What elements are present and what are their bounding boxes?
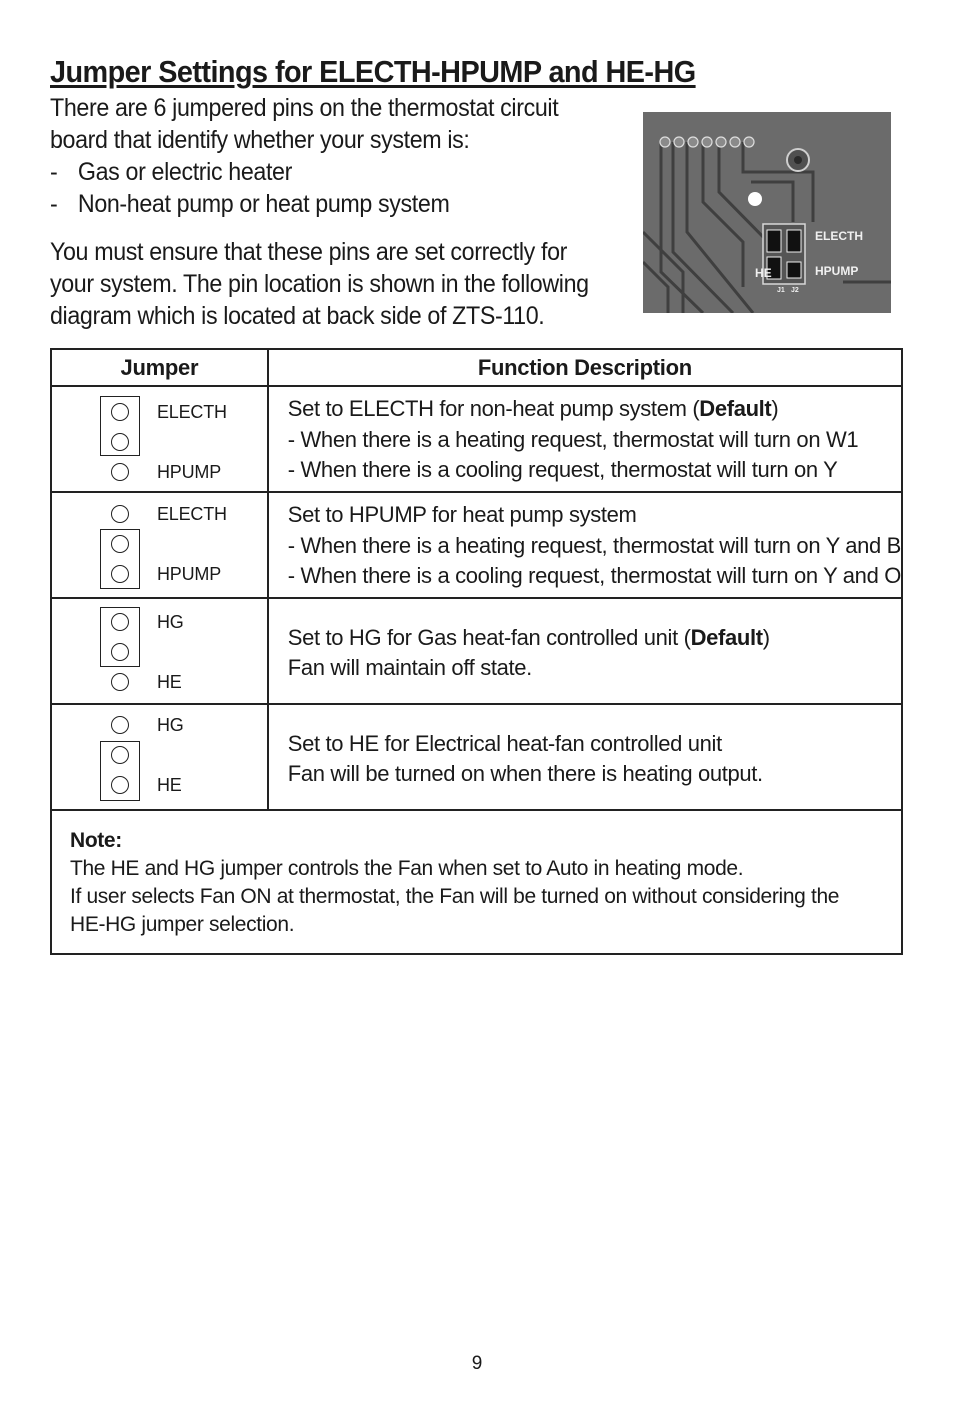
jumper-diagram [52,705,267,809]
function-description [268,492,902,598]
jumper-cell [51,598,268,704]
jumper-cell [51,492,268,598]
photo-label-j1: J1 [777,287,785,294]
description-line: - When there is a heating request, thermostat will turn on W1 [287,426,859,452]
description-line: - When there is a heating request, thermostat will turn on Y and B [287,532,901,558]
note-cell [51,810,902,954]
description-line: Set to HPUMP for heat pump system [287,502,637,527]
pin-label-top: HG [157,715,184,735]
bullet-item [50,156,608,188]
pin [111,403,129,421]
pin-label-top: HG [157,612,184,632]
note-line: The HE and HG jumper controls the Fan when set to Auto in heating mode. [70,857,744,880]
column-header-jumper: Jumper [51,349,268,386]
jumper-cell [51,704,268,810]
description-line: Set to HE for Electrical heat-fan controlled unit [287,730,722,756]
function-description [268,704,902,810]
intro-line: You must ensure that these pins are set correctly for [50,238,568,266]
note-row [51,810,902,954]
pin [111,433,129,451]
intro-line: your system. The pin location is shown in the following [50,270,589,298]
circuit-board-photo [643,112,891,313]
table-row [51,704,902,810]
jumper-diagram [52,599,267,703]
note-title: Note: [70,829,122,852]
note-line: If user selects Fan ON at thermostat, the Fan will be turned on without considering the [70,885,840,908]
jumper-diagram [52,387,267,491]
pin-label-bottom: HE [157,775,182,795]
description-line: - When there is a cooling request, thermostat will turn on Y [287,457,838,482]
pin [111,505,129,523]
note-line: HE-HG jumper selection. [70,913,295,936]
bullet-text: Non-heat pump or heat pump system [77,190,450,218]
pin-label-bottom: HPUMP [157,564,222,584]
table-row [51,386,902,492]
pin [111,746,129,764]
description-line: Set to HG for Gas heat-fan controlled unit (Default) [287,624,770,650]
pin [111,613,129,631]
table-header-row [51,349,902,386]
pin [111,776,129,794]
photo-label-hpump: HPUMP [815,264,859,278]
pin-label-bottom: HE [157,672,182,692]
pin [111,716,129,734]
jumper-cell [51,386,268,492]
bullet-text: Gas or electric heater [77,158,292,186]
description-line: Set to ELECTH for non-heat pump system (Default) [287,396,779,421]
page-title: Jumper Settings for ELECTH-HPUMP and HE-HG [50,54,696,89]
table-row [51,598,902,704]
pin-label-top: ELECTH [157,402,227,422]
pin-label-top: ELECTH [157,504,227,524]
jumper-table [50,348,903,955]
intro-line: board that identify whether your system is: [50,126,470,154]
column-header-function: Function Description [268,349,902,386]
description-line: - When there is a cooling request, thermostat will turn on Y and O [287,563,901,588]
bullet-marker: - [50,158,58,186]
intro-text [50,92,608,332]
page-number: 9 [471,1353,483,1374]
function-description [268,386,902,492]
bullet-item [50,188,608,220]
table-row [51,492,902,598]
jumper-diagram [52,493,267,597]
pin [111,463,129,481]
pin [111,673,129,691]
photo-label-he: HE [755,266,772,280]
description-line: Fan will maintain off state. [287,655,532,680]
intro-line: There are 6 jumpered pins on the thermostat circuit [50,94,559,122]
function-description [268,598,902,704]
photo-label-electh: ELECTH [815,229,863,243]
photo-label-j2: J2 [791,287,799,294]
intro-line: diagram which is located at back side of ZTS-110. [50,302,545,330]
pin [111,643,129,661]
pin [111,565,129,583]
description-line: Fan will be turned on when there is heating output. [287,761,763,786]
pin-label-bottom: HPUMP [157,462,222,482]
pin [111,535,129,553]
bullet-marker: - [50,190,58,218]
